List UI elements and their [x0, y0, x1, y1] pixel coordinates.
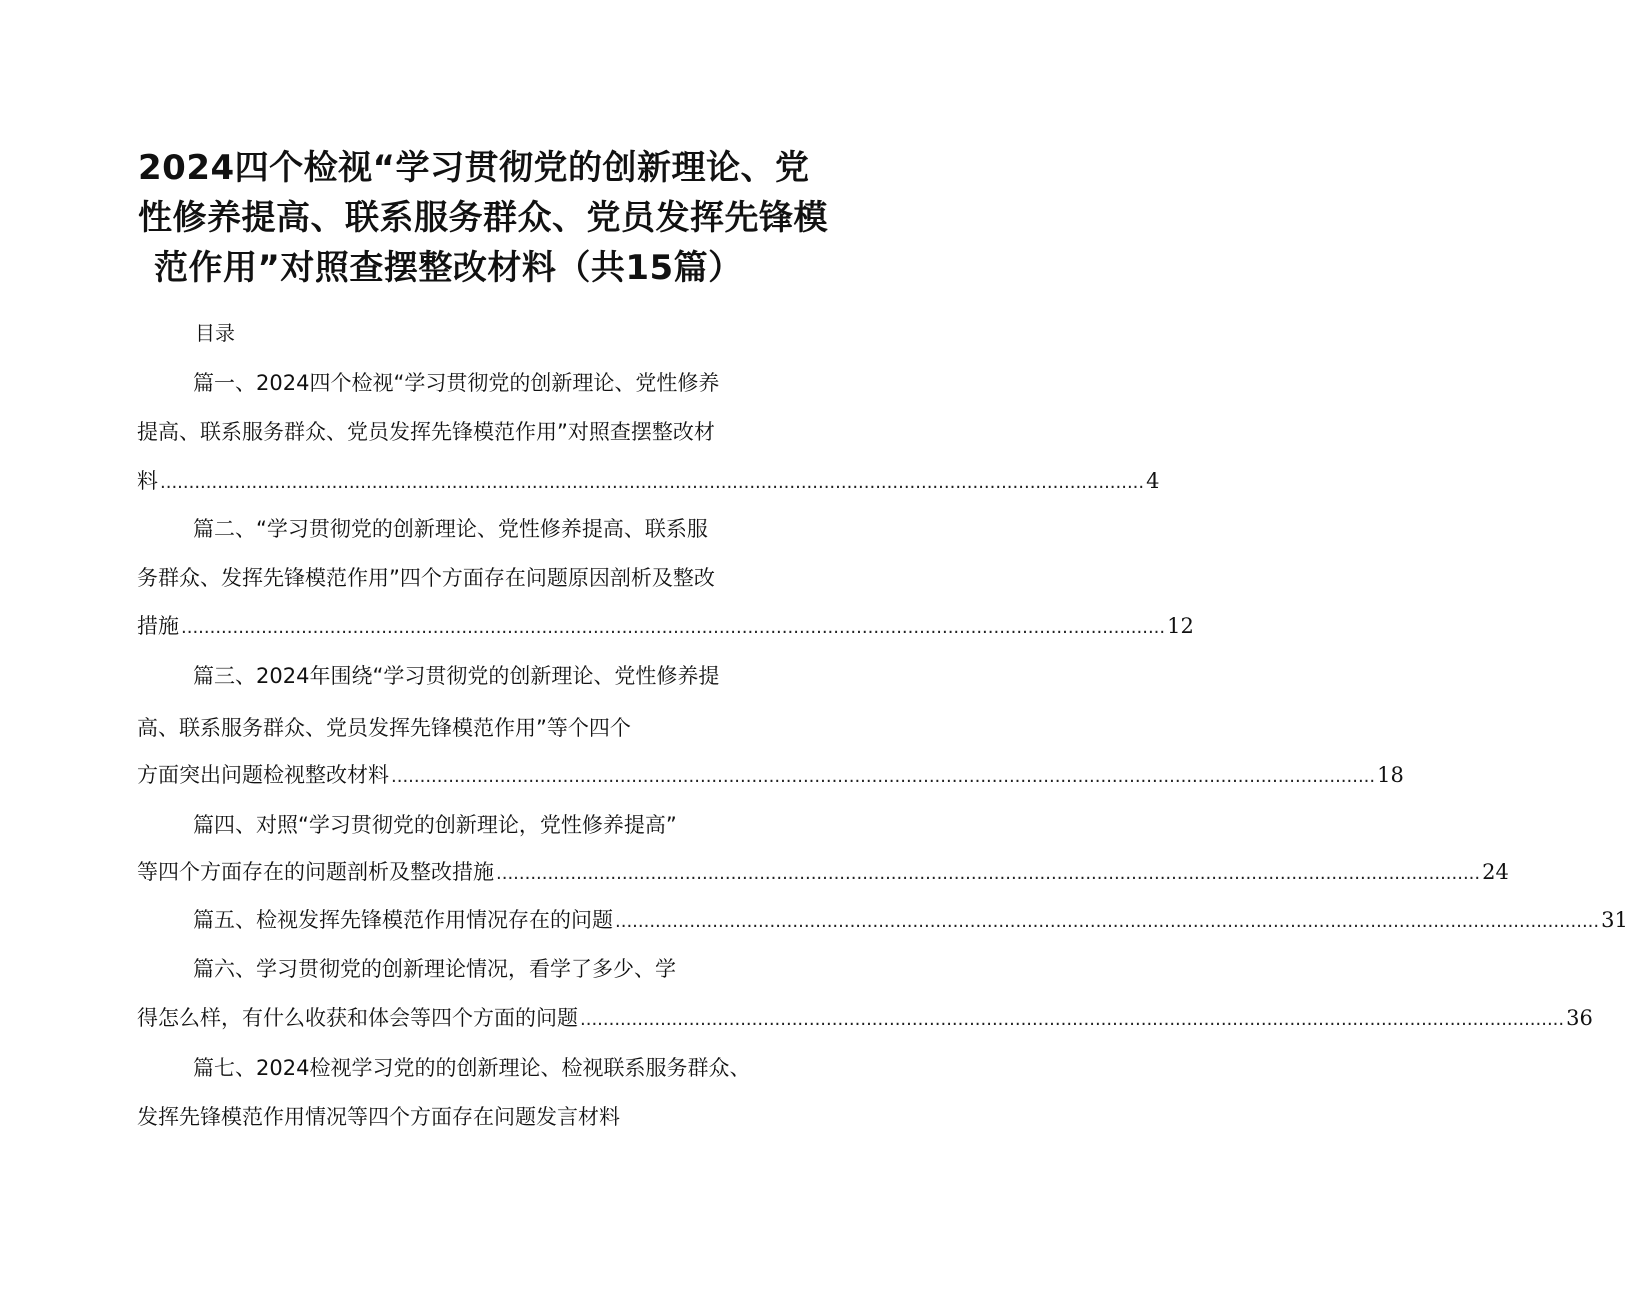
toc-page-number: 4	[1146, 469, 1160, 493]
title-line: 性修养提高、联系服务群众、党员发挥先锋模	[138, 198, 828, 238]
toc-text: 等四个方面存在的问题剖析及整改措施	[137, 860, 494, 884]
document-title	[138, 143, 828, 293]
dot-leader: ............................................................................................................................................................................	[160, 472, 1145, 493]
toc-text: 篇一、2024四个检视“学习贯彻党的创新理论、党性修养	[193, 371, 720, 395]
dot-leader: ............................................................................................................................................................................	[391, 766, 1376, 787]
toc-entry-1-line-1[interactable]	[193, 368, 787, 398]
dot-leader: ............................................................................................................................................................................	[580, 1009, 1565, 1030]
toc-page-number: 12	[1167, 614, 1194, 638]
toc-entry-3-line-1[interactable]	[193, 661, 787, 691]
toc-entry-7-line-1[interactable]	[193, 1053, 798, 1083]
toc-entry-4-line-2[interactable]	[137, 857, 1509, 889]
toc-page-number: 36	[1566, 1006, 1593, 1030]
toc-text: 篇二、“学习贯彻党的创新理论、党性修养提高、联系服	[193, 517, 708, 541]
toc-text: 高、联系服务群众、党员发挥先锋模范作用”等个四个	[137, 716, 631, 740]
title-line: 2024四个检视“学习贯彻党的创新理论、党	[138, 148, 810, 188]
toc-text: 方面突出问题检视整改材料	[137, 763, 389, 787]
toc-text: 措施	[137, 614, 179, 638]
toc-text: 篇四、对照“学习贯彻党的创新理论，党性修养提高”	[193, 813, 677, 837]
toc-entry-4-line-1[interactable]	[193, 810, 787, 840]
toc-page-number: 18	[1377, 763, 1404, 787]
toc-heading: 目录	[195, 321, 235, 345]
dot-leader: ............................................................................................................................................................................	[496, 863, 1481, 884]
dot-leader: ............................................................................................................................................................................	[181, 617, 1166, 638]
toc-text: 篇七、2024检视学习党的的创新理论、检视联系服务群众、	[193, 1056, 751, 1080]
toc-entry-1-line-3[interactable]	[137, 466, 1160, 498]
toc-entry-6-line-2[interactable]	[137, 1003, 1593, 1035]
title-line: 范作用”对照查摆整改材料（共15篇）	[154, 248, 743, 288]
toc-text: 篇三、2024年围绕“学习贯彻党的创新理论、党性修养提	[193, 664, 720, 688]
toc-entry-7-line-2[interactable]	[137, 1102, 787, 1132]
toc-text: 料	[137, 469, 158, 493]
dot-leader: ............................................................................................................................................................................	[615, 911, 1600, 932]
toc-text: 篇六、学习贯彻党的创新理论情况，看学了多少、学	[193, 957, 676, 981]
toc-entry-2-line-2[interactable]	[137, 563, 787, 593]
toc-text: 得怎么样，有什么收获和体会等四个方面的问题	[137, 1006, 578, 1030]
toc-page-number: 24	[1482, 860, 1509, 884]
toc-page-number: 31	[1601, 908, 1628, 932]
toc-entry-3-line-2[interactable]	[137, 713, 787, 743]
toc-text: 发挥先锋模范作用情况等四个方面存在问题发言材料	[137, 1105, 620, 1129]
toc-text: 务群众、发挥先锋模范作用”四个方面存在问题原因剖析及整改	[137, 566, 715, 590]
toc-entry-2-line-1[interactable]	[193, 514, 787, 544]
toc-text: 篇五、检视发挥先锋模范作用情况存在的问题	[193, 908, 613, 932]
toc-entry-1-line-2[interactable]	[137, 417, 787, 447]
toc-entry-2-line-3[interactable]	[137, 611, 1194, 643]
toc-entry-6-line-1[interactable]	[193, 954, 787, 984]
toc-entry-3-line-3[interactable]	[137, 760, 1404, 792]
toc-entry-5-line-1[interactable]	[193, 905, 1628, 937]
toc-text: 提高、联系服务群众、党员发挥先锋模范作用”对照查摆整改材	[137, 420, 715, 444]
